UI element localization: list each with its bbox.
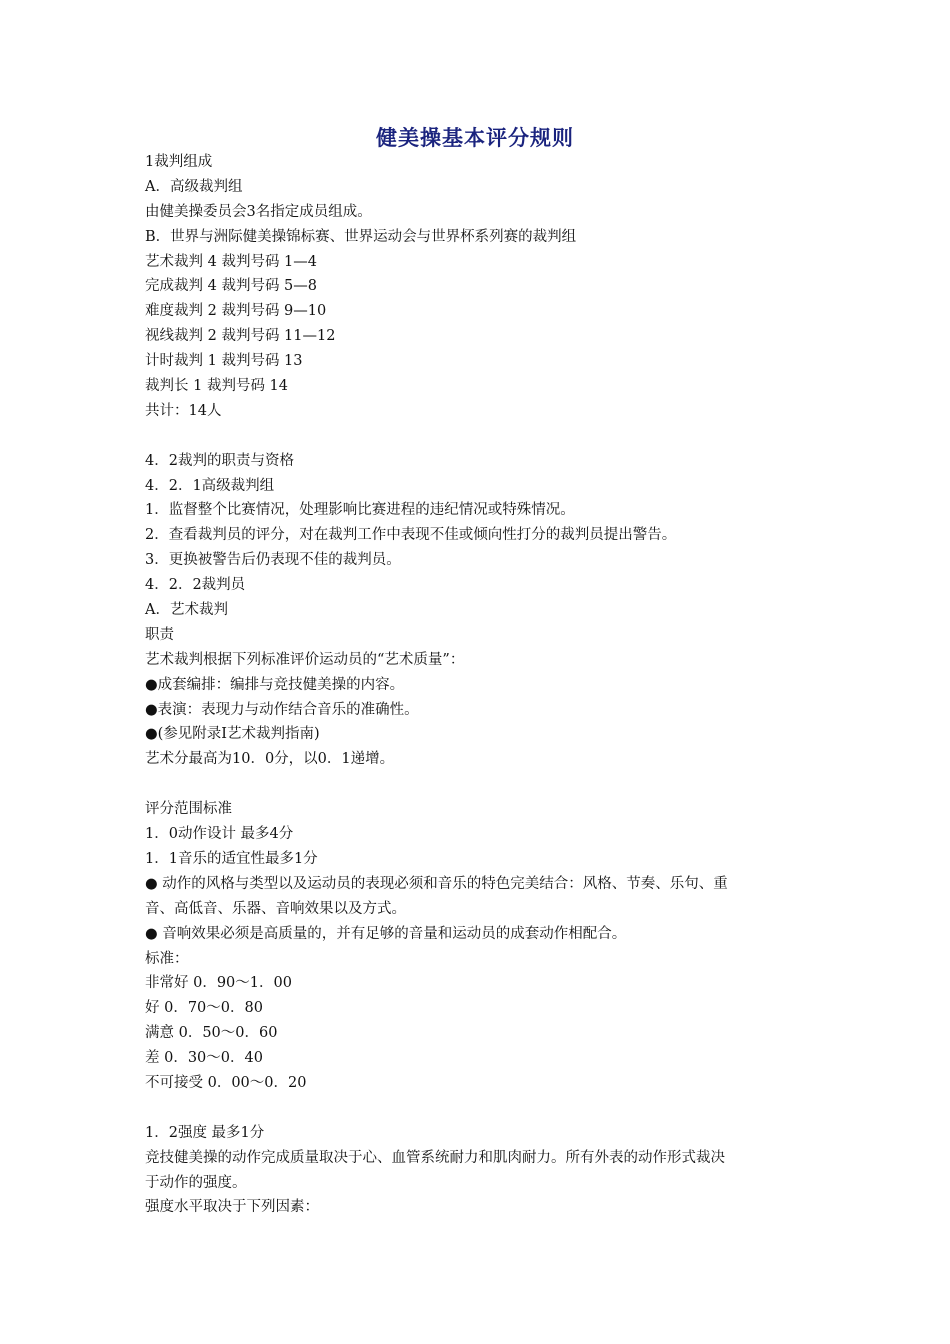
- text-line: 标准：: [145, 950, 189, 967]
- text-line: A．高级裁判组: [145, 178, 243, 195]
- text-line: 1．监督整个比赛情况，处理影响比赛进程的违纪情况或特殊情况。: [145, 502, 575, 519]
- text-line: 艺术裁判 4 裁判号码 1—4: [145, 253, 318, 270]
- blank-line: [145, 772, 817, 797]
- text-line: 1．1音乐的适宜性最多1分: [145, 850, 318, 867]
- blank-line: [145, 1096, 817, 1121]
- text-line: 音、高低音、乐器、音响效果以及方式。: [145, 900, 406, 917]
- text-line: ●表演：表现力与动作结合音乐的准确性。: [145, 701, 419, 718]
- text-line: 4．2．1高级裁判组: [145, 477, 275, 494]
- document-body: [145, 150, 817, 1220]
- page-title: 健美操基本评分规则: [376, 126, 574, 150]
- text-line: 于动作的强度。: [145, 1174, 247, 1191]
- blank-line: [145, 424, 817, 449]
- text-line: 评分范围标准: [145, 801, 232, 818]
- text-line: A．艺术裁判: [145, 602, 228, 619]
- text-line: 3．更换被警告后仍表现不佳的裁判员。: [145, 552, 401, 569]
- text-line: 共计：14人: [145, 402, 222, 419]
- text-line: 满意 0．50～0．60: [145, 1025, 278, 1042]
- text-line: 1．2强度 最多1分: [145, 1124, 265, 1141]
- text-line: ●成套编排：编排与竞技健美操的内容。: [145, 676, 405, 693]
- text-line: 4．2裁判的职责与资格: [145, 452, 294, 469]
- text-line: ● 动作的风格与类型以及运动员的表现必须和音乐的特色完美结合：风格、节奏、乐句、重: [145, 875, 728, 892]
- text-line: B．世界与洲际健美操锦标赛、世界运动会与世界杯系列赛的裁判组: [145, 228, 577, 245]
- text-line: 难度裁判 2 裁判号码 9—10: [145, 303, 327, 320]
- text-line: 差 0．30～0．40: [145, 1050, 263, 1067]
- text-line: 由健美操委员会3名指定成员组成。: [145, 203, 372, 220]
- text-line: 计时裁判 1 裁判号码 13: [145, 353, 303, 370]
- text-line: 不可接受 0．00～0．20: [145, 1074, 307, 1091]
- text-line: 非常好 0．90～1．00: [145, 975, 292, 992]
- text-line: 艺术分最高为10．0分，以0．1递增。: [145, 751, 395, 768]
- text-line: 1．0动作设计 最多4分: [145, 826, 294, 843]
- text-line: 艺术裁判根据下列标准评价运动员的“艺术质量”：: [145, 651, 465, 668]
- text-line: 职责: [145, 626, 174, 643]
- text-line: 1裁判组成: [145, 154, 213, 170]
- text-line: 竞技健美操的动作完成质量取决于心、血管系统耐力和肌肉耐力。所有外表的动作形式裁决: [145, 1149, 725, 1166]
- text-line: 完成裁判 4 裁判号码 5—8: [145, 278, 318, 295]
- text-line: 视线裁判 2 裁判号码 11—12: [145, 328, 336, 345]
- text-line: 裁判长 1 裁判号码 14: [145, 378, 289, 395]
- text-line: 4．2．2裁判员: [145, 577, 246, 594]
- text-line: ● 音响效果必须是高质量的，并有足够的音量和运动员的成套动作相配合。: [145, 925, 627, 942]
- text-line: 强度水平取决于下列因素：: [145, 1199, 319, 1216]
- text-line: ●(参见附录I艺术裁判指南): [145, 726, 320, 743]
- text-line: 好 0．70～0．80: [145, 1000, 263, 1017]
- text-line: 2．查看裁判员的评分，对在裁判工作中表现不佳或倾向性打分的裁判员提出警告。: [145, 527, 677, 544]
